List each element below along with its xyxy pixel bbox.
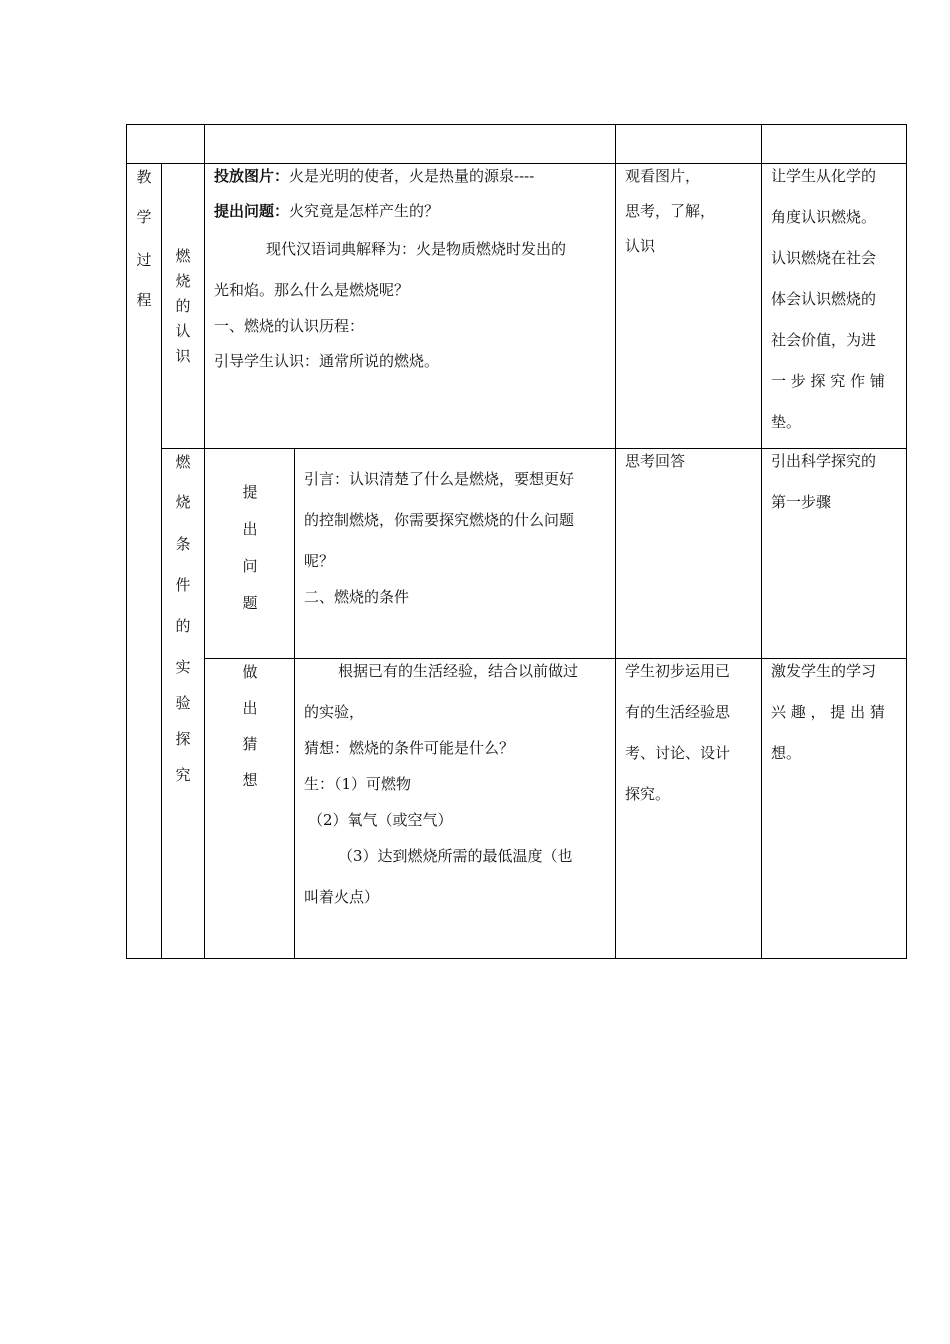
step2-teacher-line: 的实验， bbox=[304, 703, 365, 721]
step1-label-char: 问 bbox=[242, 557, 258, 575]
bold-label: 提出问题： bbox=[214, 202, 290, 220]
step2-teacher-line: 叫着火点） bbox=[304, 888, 380, 906]
section-label-char: 学 bbox=[136, 208, 152, 226]
block2-topic-char: 验 bbox=[175, 694, 191, 712]
step2-label-char: 出 bbox=[242, 699, 258, 717]
row0-cell-b bbox=[204, 124, 616, 164]
block1-student-line: 认识 bbox=[625, 237, 656, 255]
step1-teacher-line: 呢？ bbox=[304, 552, 335, 570]
step1-teacher-line: 的控制燃烧，你需要探究燃烧的什么问题 bbox=[304, 511, 575, 529]
step2-teacher-line: 根据已有的生活经验，结合以前做过 bbox=[338, 662, 579, 680]
block2-topic-char: 烧 bbox=[175, 493, 191, 511]
step1-purpose-line: 引出科学探究的 bbox=[771, 452, 877, 470]
block2-topic-char: 件 bbox=[175, 576, 191, 594]
block1-topic-char: 燃 bbox=[175, 247, 191, 265]
step2-teacher-line: （2）氧气（或空气） bbox=[308, 811, 453, 829]
step2-teacher-line: 生：（1）可燃物 bbox=[304, 775, 412, 793]
block1-topic-char: 识 bbox=[175, 347, 191, 365]
block1-student-line: 思考，了解， bbox=[625, 202, 716, 220]
block1-topic-char: 认 bbox=[175, 322, 191, 340]
step2-student-line: 学生初步运用已 bbox=[625, 662, 731, 680]
step2-teacher-line: （3）达到燃烧所需的最低温度（也 bbox=[338, 847, 573, 865]
step2-label-char: 做 bbox=[242, 663, 258, 681]
block1-teacher-line: 光和焰。那么什么是燃烧呢？ bbox=[214, 281, 410, 299]
step1-student-cell bbox=[615, 448, 762, 659]
section-label-char: 教 bbox=[136, 168, 152, 186]
step2-student-line: 考、讨论、设计 bbox=[625, 744, 731, 762]
step1-purpose-line: 第一步骤 bbox=[771, 493, 832, 511]
block1-teacher-line: 引导学生认识：通常所说的燃烧。 bbox=[214, 352, 440, 370]
section-label-char: 程 bbox=[136, 291, 152, 309]
step2-student-line: 有的生活经验思 bbox=[625, 703, 731, 721]
block1-topic-char: 烧 bbox=[175, 272, 191, 290]
block1-topic-char: 的 bbox=[175, 297, 191, 315]
step1-label-char: 题 bbox=[242, 594, 258, 612]
section-label-cell bbox=[126, 163, 162, 959]
line-text: 火是光明的使者，火是热量的源泉---- bbox=[289, 167, 535, 185]
block1-purpose-line: 角度认识燃烧。 bbox=[771, 208, 877, 226]
step2-purpose-line: 激发学生的学习 bbox=[771, 662, 877, 680]
block1-purpose-line: 一 步 探 究 作 铺 bbox=[771, 372, 885, 390]
step2-student-line: 探究。 bbox=[625, 785, 671, 803]
block2-topic-char: 的 bbox=[175, 617, 191, 635]
block1-student-line: 观看图片， bbox=[625, 167, 701, 185]
block1-purpose-line: 垫。 bbox=[771, 413, 802, 431]
block2-topic-char: 条 bbox=[175, 535, 191, 553]
line-text: 火究竟是怎样产生的？ bbox=[289, 202, 440, 220]
block2-topic-char: 究 bbox=[175, 766, 191, 784]
step1-label-cell bbox=[204, 448, 295, 659]
block1-purpose-line: 体会认识燃烧的 bbox=[771, 290, 877, 308]
step1-label-char: 提 bbox=[242, 483, 258, 501]
step1-label-char: 出 bbox=[242, 520, 258, 538]
row0-cell-a bbox=[126, 124, 205, 164]
block2-topic-char: 燃 bbox=[175, 453, 191, 471]
bold-label: 投放图片： bbox=[214, 167, 290, 185]
block1-teacher-line: 现代汉语词典解释为：火是物质燃烧时发出的 bbox=[266, 240, 567, 258]
step1-student-line: 思考回答 bbox=[625, 452, 686, 470]
block1-teacher-line bbox=[214, 166, 534, 186]
step1-teacher-line: 二、燃烧的条件 bbox=[304, 588, 410, 606]
row0-cell-d bbox=[761, 124, 907, 164]
block1-teacher-line bbox=[214, 201, 439, 221]
section-label-char: 过 bbox=[136, 251, 152, 269]
block1-purpose-line: 社会价值，为进 bbox=[771, 331, 877, 349]
block1-purpose-line: 让学生从化学的 bbox=[771, 167, 877, 185]
block1-purpose-line: 认识燃烧在社会 bbox=[771, 249, 877, 267]
step2-teacher-line: 猜想：燃烧的条件可能是什么？ bbox=[304, 739, 515, 757]
block1-teacher-line: 一、燃烧的认识历程： bbox=[214, 317, 365, 335]
step1-purpose-cell bbox=[761, 448, 907, 659]
row0-cell-c bbox=[615, 124, 762, 164]
step2-purpose-line: 想。 bbox=[771, 744, 802, 762]
step2-label-char: 想 bbox=[242, 771, 258, 789]
step1-teacher-line: 引言：认识清楚了什么是燃烧，要想更好 bbox=[304, 470, 575, 488]
step2-label-char: 猜 bbox=[242, 735, 258, 753]
block2-topic-char: 探 bbox=[175, 730, 191, 748]
step2-purpose-line: 兴 趣 ， 提 出 猜 bbox=[771, 703, 885, 721]
block2-topic-char: 实 bbox=[175, 658, 191, 676]
